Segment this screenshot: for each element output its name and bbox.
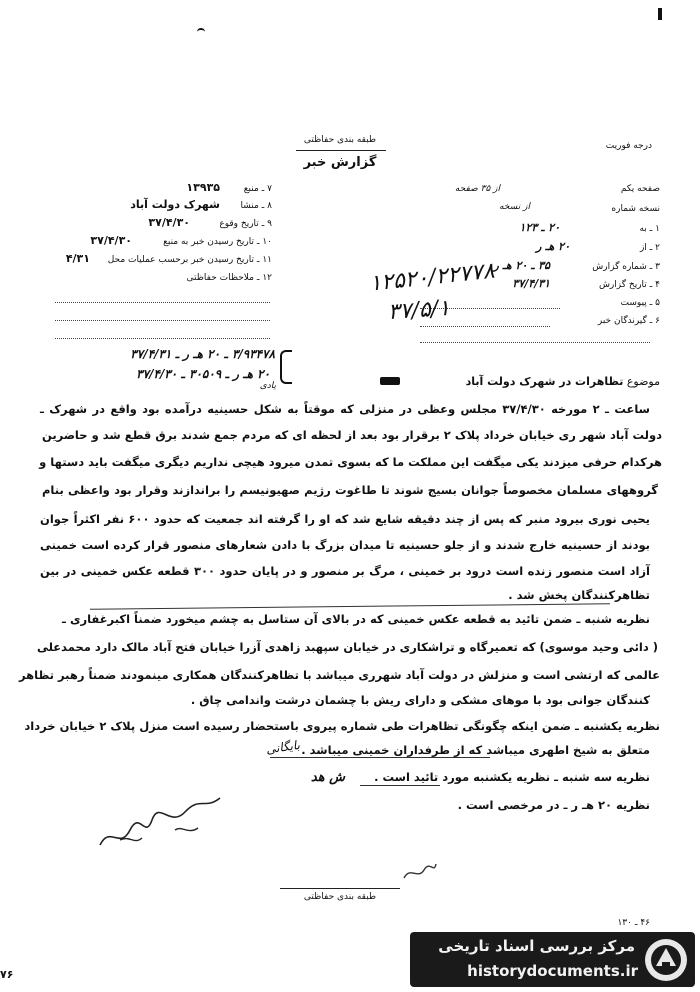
body-line: نظریه شنبه ـ ضمن تائید به قطعه عکس خمینی که در بالای آن ستاسل به چشم میخورد ضمناً اکبرغفاری ـ bbox=[62, 612, 650, 626]
body-line: بودند از حسینیه خارج شدند و از جلو حسینیه تا میدان بزرگ با دادن شعارهای منصور قرار کرده است خمینی bbox=[40, 538, 650, 552]
signature-bottom: ش هد bbox=[310, 770, 345, 785]
field-source: ۷ ـ منبع bbox=[243, 184, 272, 194]
field-from-value: ۲۰ هـ ر bbox=[536, 240, 570, 253]
signature-scribble-left bbox=[90, 790, 230, 860]
subject-label: موضوع bbox=[626, 375, 660, 388]
scan-mark-top-right bbox=[658, 8, 662, 20]
urgency-label: درجه فوریت bbox=[605, 141, 652, 151]
field-report-number-value: ۳۵ ـ ۲۰ هـ ر bbox=[493, 259, 550, 272]
body-line: نظریه سه شنبه ـ نظریه یکشنبه مورد تائید است . bbox=[374, 770, 650, 784]
scan-mark-top-left bbox=[197, 28, 205, 36]
body-line: نظریه ۲۰ هـ ر ـ در مرخصی است . bbox=[457, 798, 650, 812]
handwritten-file-number-sub: ۳۷/۵/۱ bbox=[387, 295, 451, 326]
redaction-mark bbox=[380, 377, 400, 385]
classification-top-underline bbox=[296, 150, 386, 151]
field-received-date: ۱۰ ـ تاریخ رسیدن خبر به منبع bbox=[163, 237, 272, 247]
classification-bottom: طبقه بندی حفاظتی bbox=[303, 892, 377, 902]
body-line: گروههای مسلمان مخصوصاً جوانان بسیج شوند تا طاغوت رژیم صهیونیسم را براندازند وقرار بود واعظی بنام bbox=[42, 483, 658, 497]
form-code: ۴۶ ـ ۱۳۰ bbox=[617, 918, 650, 928]
logo-emblem-icon bbox=[642, 936, 690, 984]
signature-scribble-right bbox=[400, 860, 440, 884]
field-received-date-value: ۳۷/۴/۳۰ bbox=[90, 234, 132, 247]
handwritten-bracket bbox=[280, 350, 292, 384]
field-report-date: ۴ ـ تاریخ گزارش bbox=[598, 280, 660, 290]
body-line: آزاد است منصور زنده است درود بر خمینی ، مرگ بر منصور و در پایان حدود ۳۰۰ قطعه عکس خمینی در بین bbox=[40, 564, 650, 578]
field-origin-value: شهرک دولت آباد bbox=[130, 198, 220, 211]
body-line: متعلق به شیخ اطهری میباشد که از طرفداران خمینی میباشد . bbox=[301, 743, 650, 757]
field-recipients-line-2 bbox=[420, 342, 650, 343]
field-recipients: ۶ ـ گیرندگان خبر bbox=[597, 316, 660, 326]
field-received-ops-date: ۱۱ ـ تاریخ رسیدن خبر برحسب عملیات محل bbox=[107, 255, 272, 265]
body-line: نظریه یکشنبه ـ ضمن اینکه چگونگی تظاهرات طی شماره پیروی باستحضار رسیده است منزل پلاک ۲ خیابان خرداد bbox=[24, 719, 660, 733]
field-to: ۱ ـ به bbox=[639, 224, 660, 234]
handwritten-side-note: یادی bbox=[259, 381, 276, 391]
footer-divider bbox=[280, 888, 400, 889]
body-line: یحیی نوری بیرود منبر که پس از چند دقیقه شایع شد که او را گرفته اند جمعیت که حدود ۶۰۰ نفر اکثراً جوان bbox=[40, 512, 650, 526]
field-occurrence-date-value: ۳۷/۴/۳۰ bbox=[148, 216, 190, 229]
body-line: هرکدام حرفی میزدند یکی میگفت این مملکت ما که بسوی تمدن میرود هیچی نداریم دیگری میگفت باید دستها و bbox=[39, 455, 662, 469]
subject-text: تظاهرات در شهرک دولت آباد bbox=[465, 375, 624, 388]
body-line: تظاهرکنندگان پخش شد . bbox=[508, 588, 650, 602]
field-report-date-value: ۳۷/۴/۳۱ bbox=[512, 277, 550, 290]
handwritten-underline-2 bbox=[270, 757, 490, 758]
field-copy: نسخه شماره bbox=[611, 204, 660, 214]
body-line: ( دائی وحید موسوی) که تعمیرگاه و تراشکاری در خیابان سپهبد زاهدی آزرا خیابان فتح آباد مالک دارد محمدعلی bbox=[36, 640, 658, 654]
field-to-value: ۲۰ ـ ۱۲۳ bbox=[519, 221, 560, 234]
field-occurrence-date: ۹ ـ تاریخ وقوع bbox=[219, 219, 272, 229]
form-title: گزارش خبر bbox=[303, 155, 377, 170]
handwritten-second-note: ۲۰ هـ ر ـ ۳۰۵۰۹ ـ ۳۷/۴/۳۰ bbox=[136, 367, 270, 381]
body-line: عالمی که ارتشی است و منزلش در دولت آباد شهرری میباشد با تظاهرکنندگان همکاری مینمودند ضمناً رهبر تظاهر bbox=[19, 668, 660, 682]
field-copy-value: از نسخه bbox=[499, 202, 530, 212]
security-notes-line-3 bbox=[55, 338, 270, 339]
field-report-number: ۳ ـ شماره گزارش bbox=[592, 262, 660, 272]
handwritten-top-note: ۳/۹۳۴۷۸ ـ ۲۰ هـ ر ـ ۳۷/۴/۳۱ bbox=[130, 347, 275, 361]
handwritten-file-number: ۱۲۵۲۰/۲۲۷۷۸ bbox=[368, 258, 496, 297]
body-line: دولت آباد شهر ری خیابان خرداد پلاک ۲ برقرار بود بعد از لحظه ای که مردم جمع شدند برق قطع شد و حاضرین bbox=[42, 428, 662, 442]
field-received-ops-date-value: ۴/۳۱ bbox=[65, 252, 90, 265]
field-source-value: ۱۳۹۳۵ bbox=[186, 181, 220, 194]
body-line: ساعت ـ ۲ مورخه ۳۷/۴/۳۰ مجلس وعظی در منزلی که موقتاً به شکل حسینیه درآمده بود واقع در شهرک ـ bbox=[40, 402, 650, 416]
field-recipients-line bbox=[420, 326, 550, 327]
signature-mid: بایگانی bbox=[265, 737, 301, 757]
field-attachment: ۵ ـ پیوست bbox=[620, 298, 660, 308]
field-from: ۲ ـ از bbox=[639, 243, 660, 253]
handwritten-underline-1 bbox=[90, 603, 610, 609]
logo-org-name: مرکز بررسی اسناد تاریخی bbox=[438, 937, 635, 955]
classification-top: طبقه بندی حفاظتی bbox=[303, 135, 377, 145]
field-origin: ۸ ـ منشا bbox=[240, 201, 272, 211]
body-line: کنندگان جوانی بود با موهای مشکی و دارای ریش با چشمان درشت واندامی چاق . bbox=[190, 693, 650, 707]
logo-url: historydocuments.ir bbox=[467, 962, 638, 980]
field-page-value: از ۳۵ صفحه bbox=[454, 184, 500, 194]
subject-line bbox=[300, 375, 660, 388]
handwritten-underline-3 bbox=[360, 785, 440, 786]
field-security-notes: ۱۲ ـ ملاحظات حفاظتی bbox=[186, 273, 272, 283]
security-notes-line-2 bbox=[55, 320, 270, 321]
field-page: صفحه یکم bbox=[620, 184, 660, 194]
page-edge-number: ۷۶ bbox=[0, 968, 14, 981]
security-notes-line-1 bbox=[55, 302, 270, 303]
